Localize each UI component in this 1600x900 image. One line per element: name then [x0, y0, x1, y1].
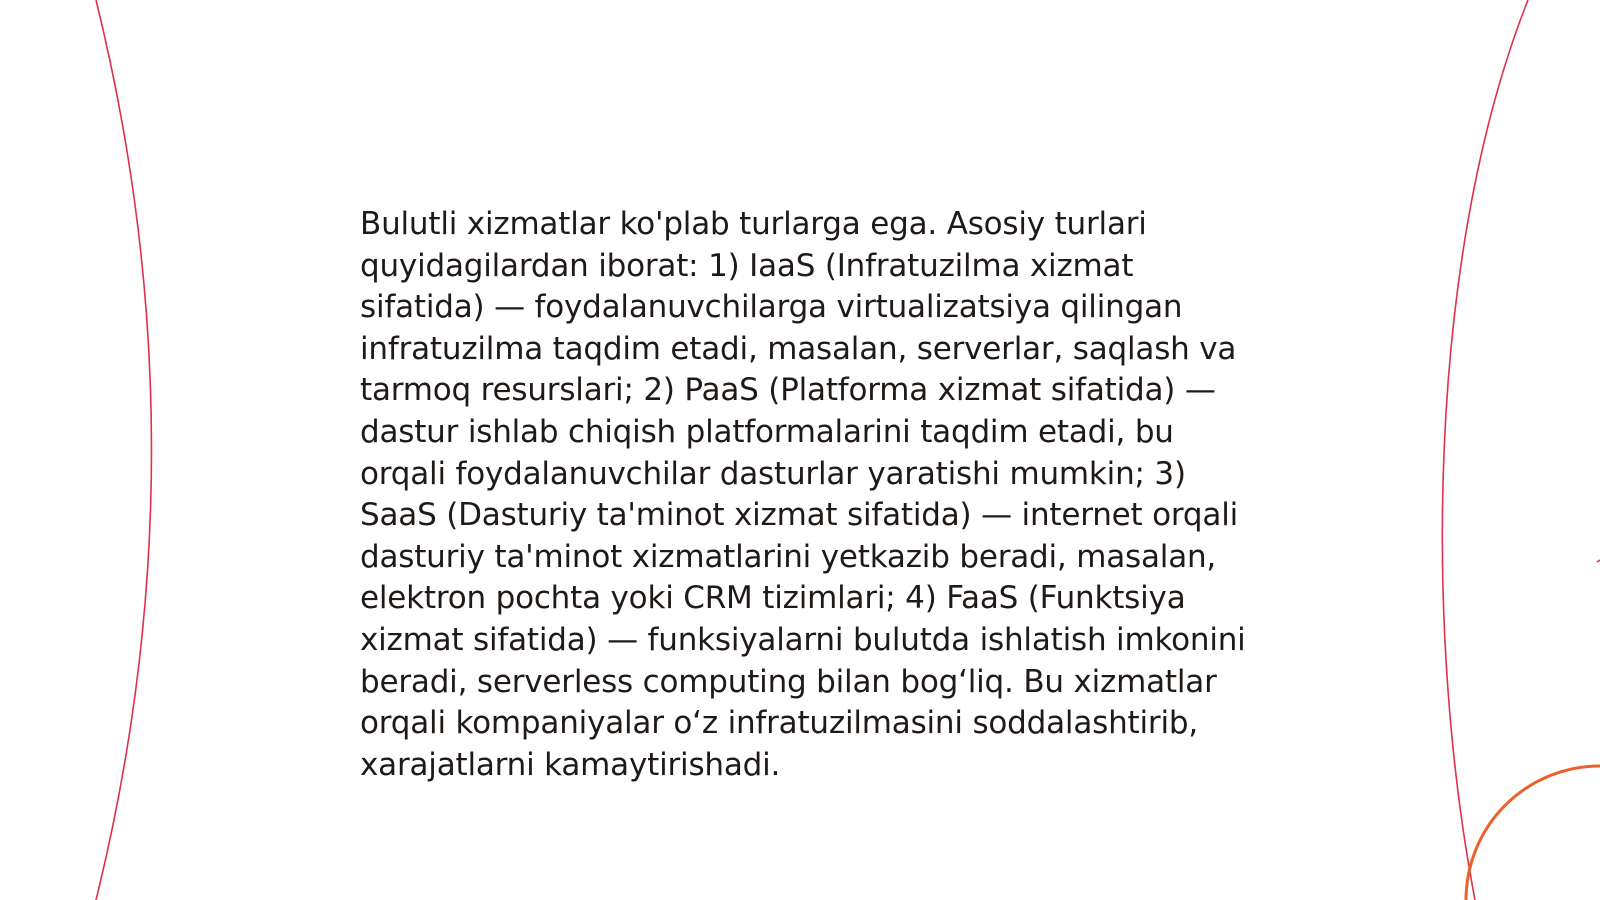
orange-circle-arc [1466, 766, 1600, 900]
left-curve-line [96, 0, 152, 900]
right-curve-line [1442, 0, 1528, 900]
slide-body-text: Bulutli xizmatlar ko'plab turlarga ega. Asosiy turlari quyidagilardan iborat: 1) IaaS (Infratuzilma xizmat sifatida) — foydalanuvchilarga virtualizatsiya qilingan infratuzilma taqdim etadi, masalan, serverlar, saqlash va tarmoq resurslari; 2) PaaS (Platforma xizmat sifatida) — dastur ishlab chiqish platformalarini taqdim etadi, bu orqali foydalanuvchilar dasturlar yaratishi mumkin; 3) SaaS (Dasturiy ta'minot xizmat sifatida) — internet orqali dasturiy ta'minot xizmatlarini yetkazib beradi, masalan, elektron pochta yoki CRM tizimlari; 4) FaaS (Funktsiya xizmat sifatida) — funksiyalarni bulutda ishlatish imkonini beradi, serverless computing bilan bog‘liq. Bu xizmatlar orqali kompaniyalar o‘z infratuzilmasini soddalashtirib, xarajatlarni kamaytirishadi. [360, 206, 1246, 783]
